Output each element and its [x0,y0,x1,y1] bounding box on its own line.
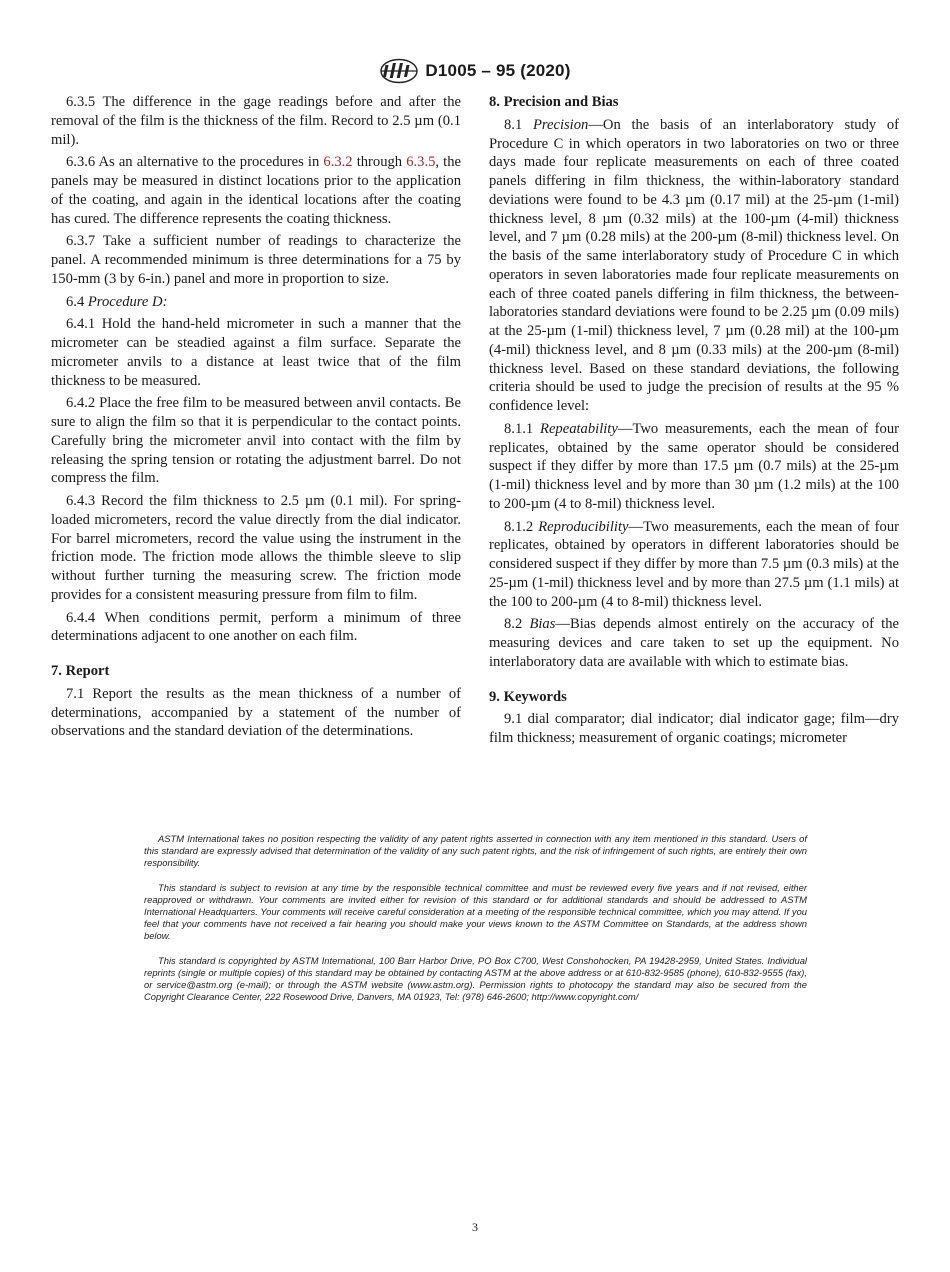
page-header [0,58,950,84]
section-8-1: 8.1 Precision—On the basis of an interlaboratory study of Procedure C in which operators in two laboratories on two or three days made four replicate measurements on each of three coated panels differing in film thickness, the within-laboratory standard deviations were found to be 4.3 µm (0.17 mil) at the 25-µm (1-mil) thickness level, 8 µm (0.32 mils) at the 100-µm (4-mil) thickness level, and 7 µm (0.28 mils) at the 200-µm (8-mil) thickness level. On the basis of the same interlaboratory study of Procedure C in which operators in seven laboratories made four replicate measurements on each of three coated panels differing in film thickness, the between-laboratories standard deviations were found to be 2.25 µm (0.09 mils) at the 25-µm (1-mil) thickness level, 7 µm (0.28 mil) at the 100-µm (4-mil) thickness level, and 8 µm (0.33 mils) at the 200-µm (8-mil) thickness level. Based on these standard deviations, the following criteria should be used to judge the precision of results at the 95 % confidence level: [489,116,899,414]
section-7-1: 7.1 Report the results as the mean thickness of a number of determinations, accompanied by a statement of the number of observations and the standard deviation of the determinations. [51,685,461,740]
astm-logo-icon [379,58,419,84]
section-6-4: 6.4 Procedure D: [66,293,168,310]
section-9-1: 9.1 dial comparator; dial indicator; dial indicator gage; film—dry film thickness; measurement of organic coatings; micrometer [489,711,899,746]
section-6-4-2: 6.4.2 Place the free film to be measured between anvil contacts. Be sure to align the film so that it is perpendicular to the contact points. Carefully bring the micrometer anvil into contact with the film by releasing the spring tension or rotating the adjustment barrel. Do not compress the film. [51,395,461,487]
heading-keywords: 9. Keywords [489,688,567,705]
right-column [489,93,899,752]
copyright-notice: This standard is copyrighted by ASTM International, 100 Barr Harbor Drive, PO Box C700, West Conshohocken, PA 19428-2959, United States. Individual reprints (single or multiple copies) of this standard may be obtained by contacting ASTM at the above address or at 610-832-9585 (phone), 610-832-9555 (fax), or service@astm.org (e-mail); or through the ASTM website (www.astm.org). Permission rights to photocopy the standard may also be secured from the Copyright Clearance Center, 222 Rosewood Drive, Danvers, MA 01923, Tel: (978) 646-2600; http://www.copyright.com/ [144,954,807,1003]
section-6-4-4: 6.4.4 When conditions permit, perform a minimum of three determinations adjacent to one another on each film. [51,609,461,645]
section-6-4-3: 6.4.3 Record the film thickness to 2.5 µm (0.1 mil). For spring-loaded micrometers, record the value directly from the dial indicator. For barrel micrometers, record the value using the instrument in the friction mode. The friction mode allows the thimble sleeve to slip without further turning the measuring screw. The friction mode provides for a consistent measuring pressure from film to film. [51,493,461,603]
ref-6-3-2-link[interactable]: 6.3.2 [323,154,353,171]
section-6-4-1: 6.4.1 Hold the hand-held micrometer in such a manner that the micrometer can be steadied against a film surface. Separate the micrometer anvils to a distance at least twice that of the film thickness to be measured. [51,316,461,389]
revision-notice: This standard is subject to revision at any time by the responsible technical committee and must be reviewed every five years and if not revised, either reapproved or withdrawn. Your comments are invited either for revision of this standard or for additional standards and should be addressed to ASTM International Headquarters. Your comments will receive careful consideration at a meeting of the responsible technical committee, which you may attend. If you feel that your comments have not received a fair hearing you should make your views known to the ASTM Committee on Standards, at the address shown below. [144,881,807,942]
section-6-3-6: 6.3.6 As an alternative to the procedures in 6.3.2 through 6.3.5, the panels may be measured in distinct locations prior to the application of the coating, and again in the identical locations after the coating has cured. The difference represents the coating thickness. [51,154,461,227]
section-6-3-7: 6.3.7 Take a sufficient number of readings to characterize the panel. A recommended minimum is three determinations for a 75 by 150-mm (3 by 6-in.) panel and more in proportion to size. [51,233,461,287]
page-number: 3 [472,1220,478,1234]
section-8-1-1: 8.1.1 Repeatability—Two measurements, each the mean of four replicates, obtained by the same operator should be considered suspect if they differ by more than 17.5 µm (0.7 mils) at the 25-µm (1-mil) thickness level and by more than 30 µm (1.2 mils) at the 100 to 200-µm (4 to 8-mil) thickness level. [489,420,899,512]
heading-report: 7. Report [51,663,110,679]
section-8-1-2: 8.1.2 Reproducibility—Two measurements, each the mean of four replicates, obtained by operators in different laboratories should be considered suspect if they differ by more than 7.5 µm (0.3 mils) at the 25-µm (1-mil) thickness level and by more than 27.5 µm (1.1 mils) at the 100 to 200-µm (4 to 8-mil) thickness level. [489,518,899,610]
legal-footnotes [144,833,807,1016]
document-designation: D1005 – 95 (2020) [425,61,571,80]
patent-notice: ASTM International takes no position respecting the validity of any patent rights asserted in connection with any item mentioned in this standard. Users of this standard are expressly advised that determination of the validity of any such patent rights, and the risk of infringement of such rights, are entirely their own responsibility. [144,833,807,869]
heading-precision-bias: 8. Precision and Bias [489,94,619,110]
section-8-2: 8.2 Bias—Bias depends almost entirely on the accuracy of the measuring devices and care taken to set up the equipment. No interlaboratory data are available with which to estimate bias. [489,616,899,670]
left-column [51,93,461,745]
section-6-3-5: 6.3.5 The difference in the gage readings before and after the removal of the film is the thickness of the film. Record to 2.5 µm (0.1 mil). [51,94,461,148]
ref-6-3-5-link[interactable]: 6.3.5 [406,154,436,171]
